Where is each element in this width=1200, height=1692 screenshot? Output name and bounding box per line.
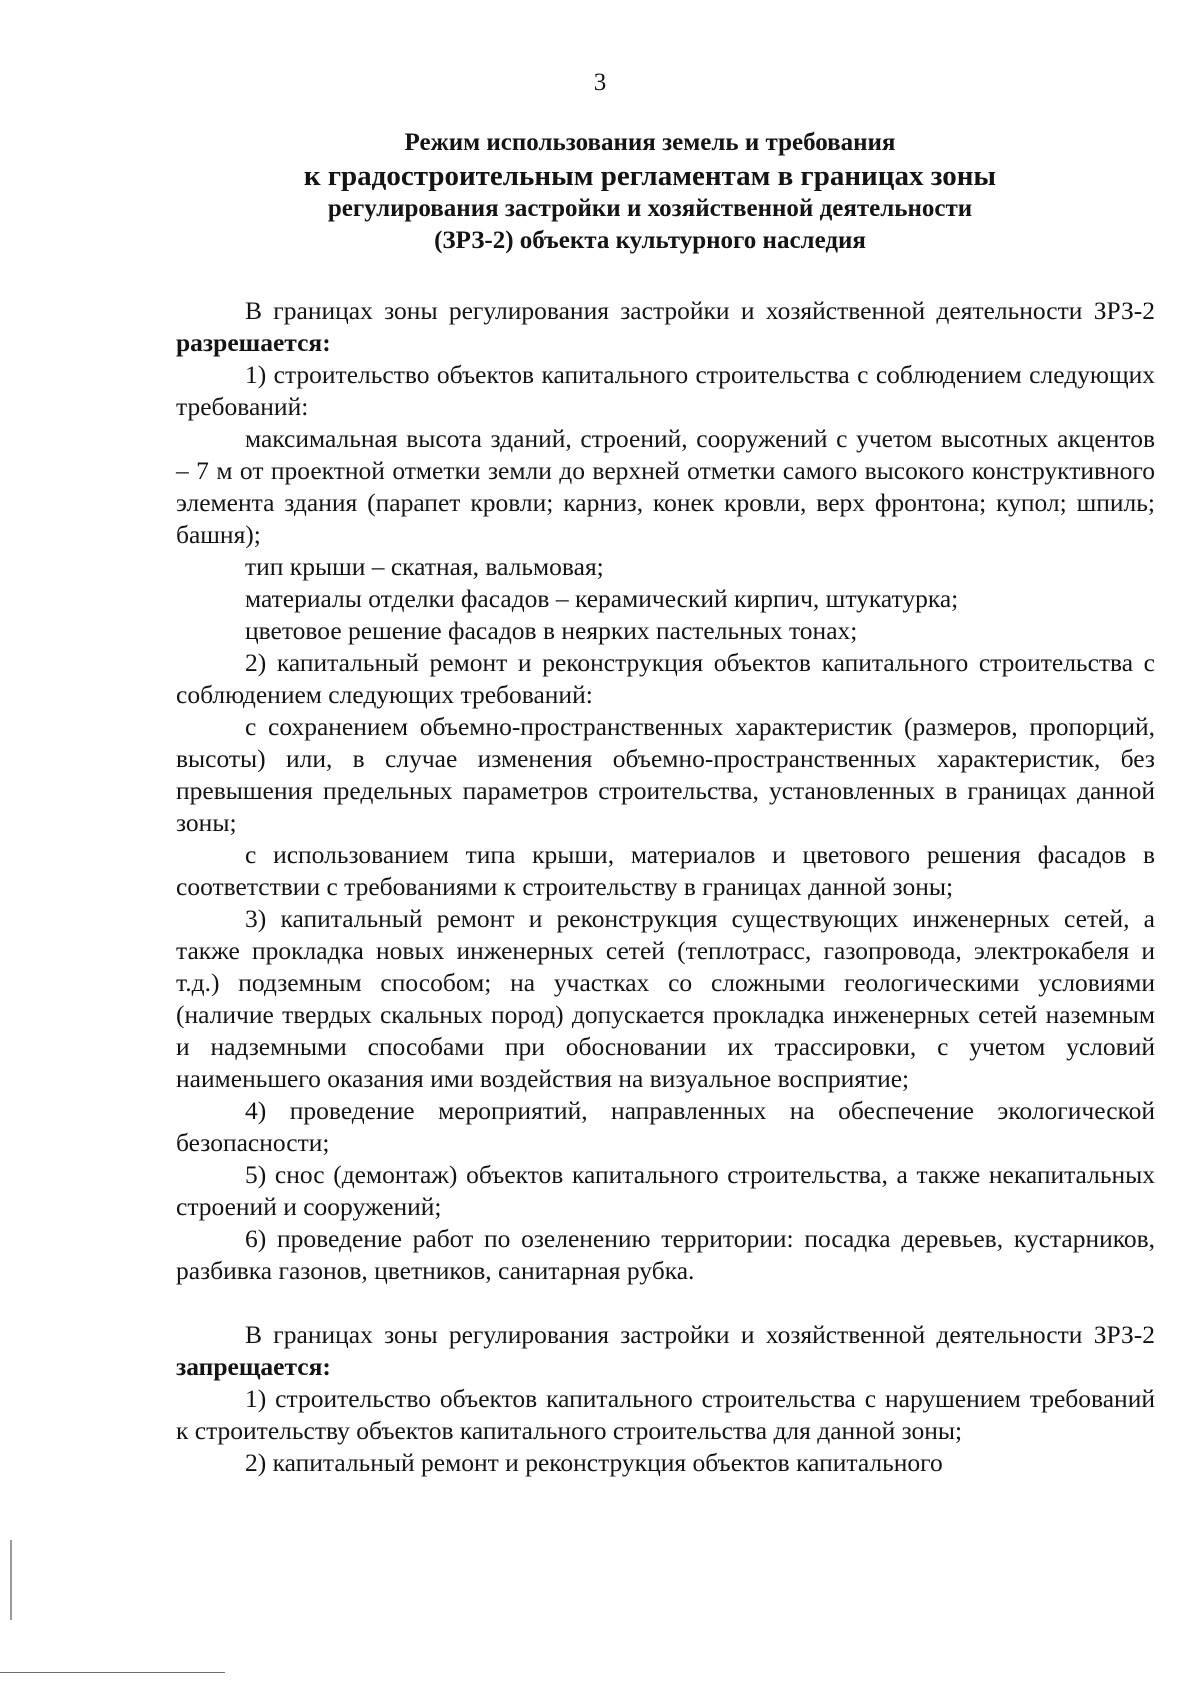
forbidden-item: 1) строительство объектов капитального строительства с нарушением требований к строительству объектов капитального строительства для данной зоны; [176,1384,1155,1445]
allowed-item: цветовое решение фасадов в неярких пастельных тонах; [245,616,858,645]
allowed-item: 6) проведение работ по озеленению территории: посадка деревьев, кустарников, разбивка газонов, цветников, санитарная рубка. [176,1224,1155,1285]
allowed-intro-paragraph [176,295,1155,359]
allowed-intro-text: В границах зоны регулирования застройки и хозяйственной деятельности ЗРЗ-2 [245,296,1155,325]
allowed-intro-keyword: разрешается: [176,328,331,357]
allowed-item: максимальная высота зданий, строений, сооружений с учетом высотных акцентов – 7 м от проектной отметки земли до верхней отметки самого высокого конструктивного элемента здания (парапет кровли; карниз, конек кровли, верх фронтона; купол; шпиль; башня); [176,424,1155,549]
forbidden-item: 2) капитальный ремонт и реконструкция объектов капитального [245,1448,943,1477]
allowed-item: с использованием типа крыши, материалов и цветового решения фасадов в соответствии с требованиями к строительству в границах данной зоны; [176,840,1155,901]
allowed-item: 4) проведение мероприятий, направленных на обеспечение экологической безопасности; [176,1096,1155,1157]
allowed-item: тип крыши – скатная, вальмовая; [245,552,604,581]
forbidden-intro-text: В границах зоны регулирования застройки и хозяйственной деятельности ЗРЗ-2 [245,1320,1155,1349]
allowed-item: 3) капитальный ремонт и реконструкция существующих инженерных сетей, а также прокладка новых инженерных сетей (теплотрасс, газопровода, электрокабеля и т.д.) подземным способом; на участках со сложными геологическими условиями (наличие твердых скальных пород) допускается прокладка инженерных сетей наземным и надземными способами при обосновании их трассировки, с учетом условий наименьшего оказания ими воздействия на визуальное восприятие; [176,904,1155,1093]
heading-line-2: к градостроительным регламентам в границах зоны [303,160,997,192]
section-heading [300,127,1000,257]
allowed-item: с сохранением объемно-пространственных характеристик (размеров, пропорций, высоты) или, в случае изменения объемно-пространственных характеристик, без превышения предельных параметров строительства, установленных в границах данной зоны; [176,712,1155,837]
page-number: 3 [593,69,607,96]
allowed-item: 1) строительство объектов капитального строительства с соблюдением следующих требований: [176,360,1155,421]
heading-line-4: (ЗРЗ-2) объекта культурного наследия [434,227,866,254]
allowed-item: 2) капитальный ремонт и реконструкция объектов капитального строительства с соблюдением следующих требований: [176,648,1155,709]
scan-margin-mark [10,1540,12,1620]
document-body [176,295,1155,1479]
scan-bottom-mark [0,1672,225,1673]
forbidden-intro-paragraph [176,1319,1155,1383]
allowed-item: 5) снос (демонтаж) объектов капитального строительства, а также некапитальных строений и сооружений; [176,1160,1155,1221]
allowed-item: материалы отделки фасадов – керамический кирпич, штукатурка; [245,584,959,613]
forbidden-intro-keyword: запрещается: [176,1352,331,1381]
heading-line-3: регулирования застройки и хозяйственной деятельности [327,195,973,222]
heading-line-1: Режим использования земель и требования [404,129,896,156]
